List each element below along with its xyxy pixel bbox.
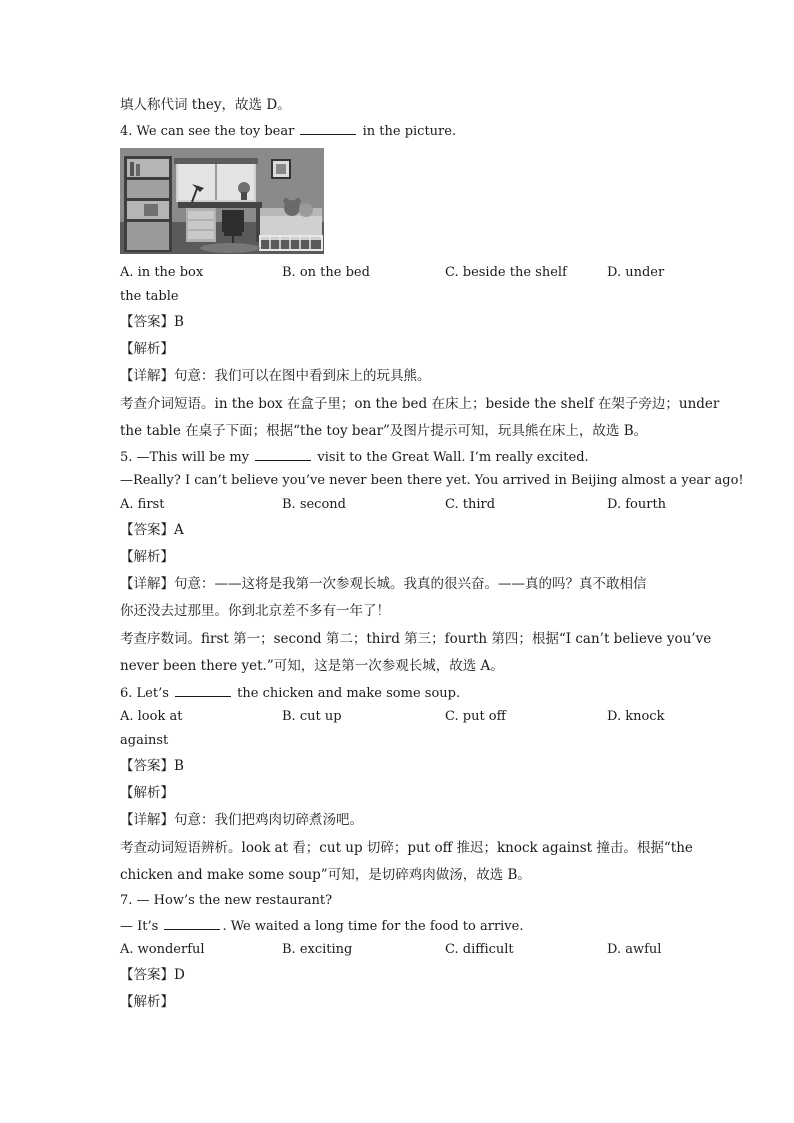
detail-text: 【详解】句意：我们把鸡肉切碎煮汤吧。 — [120, 812, 363, 828]
answer-blank — [300, 122, 356, 135]
answer-label: 【答案】D — [120, 967, 185, 983]
detail-text: 你还没去过那里。你到北京差不多有一年了！ — [120, 603, 390, 619]
option-a: A. wonderful — [120, 942, 205, 957]
bedroom-illustration — [120, 148, 324, 254]
answer-blank — [175, 684, 231, 697]
answer-label: 【答案】B — [120, 314, 184, 330]
option-b: B. second — [282, 497, 346, 512]
option-d: D. fourth — [607, 497, 667, 512]
detail-text: never been there yet.”可知，这是第一次参观长城，故选 A。 — [120, 658, 504, 674]
answer-blank — [255, 448, 311, 461]
text-line: 填人称代词 they，故选 D。 — [120, 97, 291, 113]
analysis-label: 【解析】 — [120, 549, 174, 565]
option-b: B. exciting — [282, 942, 353, 957]
detail-text: chicken and make some soup”可知，是切碎鸡肉做汤，故选 B。 — [120, 867, 531, 883]
answer-label: 【答案】A — [120, 522, 184, 538]
detail-text: the table 在桌子下面；根据“the toy bear”及图片提示可知，玩具熊在床上，故选 B。 — [120, 423, 648, 439]
question-text: — It’s — [120, 919, 159, 934]
question-5 — [120, 448, 589, 467]
analysis-label: 【解析】 — [120, 785, 174, 801]
detail-text: 【详解】句意：我们可以在图中看到床上的玩具熊。 — [120, 368, 431, 384]
question-7: 7. — How’s the new restaurant? — [120, 893, 333, 908]
question-text: 5. —This will be my — [120, 450, 250, 465]
question-text: the chicken and make some soup. — [237, 686, 461, 701]
analysis-label: 【解析】 — [120, 994, 174, 1010]
question-text: —Really? I can’t believe you’ve never been there yet. You arrived in Beijing almost a year ago! — [120, 473, 744, 488]
option-a: A. first — [120, 497, 165, 512]
option-c: C. third — [445, 497, 496, 512]
analysis-label: 【解析】 — [120, 341, 174, 357]
answer-label: 【答案】B — [120, 758, 184, 774]
question-text: . We waited a long time for the food to arrive. — [222, 919, 524, 934]
answer-blank — [164, 917, 220, 930]
option-a: A. in the box — [120, 265, 204, 280]
question-text: 4. We can see the toy bear — [120, 124, 295, 139]
option-b: B. cut up — [282, 709, 342, 724]
question-text: visit to the Great Wall. I’m really excited. — [317, 450, 589, 465]
option-c: C. difficult — [445, 942, 514, 957]
question-4 — [120, 122, 456, 141]
question-text — [120, 917, 523, 936]
option-d: D. knock — [607, 709, 665, 724]
question-text: in the picture. — [362, 124, 457, 139]
option-wrap: the table — [120, 289, 179, 304]
detail-text: 【详解】句意：——这将是我第一次参观长城。我真的很兴奋。——真的吗？真不敢相信 — [120, 576, 647, 592]
option-wrap: against — [120, 733, 169, 748]
option-c: C. beside the shelf — [445, 265, 567, 280]
option-d: D. under — [607, 265, 665, 280]
detail-text: 考查序数词。first 第一；second 第二；third 第三；fourth 第四；根据“I can’t believe you’ve — [120, 631, 712, 647]
option-c: C. put off — [445, 709, 506, 724]
question-6 — [120, 684, 460, 703]
detail-text: 考查动词短语辨析。look at 看；cut up 切碎；put off 推迟；knock against 撞击。根据“the — [120, 840, 693, 856]
option-a: A. look at — [120, 709, 183, 724]
detail-text: 考查介词短语。in the box 在盒子里；on the bed 在床上；beside the shelf 在架子旁边；under — [120, 396, 720, 412]
option-d: D. awful — [607, 942, 662, 957]
option-b: B. on the bed — [282, 265, 370, 280]
question-text: 6. Let’s — [120, 686, 169, 701]
